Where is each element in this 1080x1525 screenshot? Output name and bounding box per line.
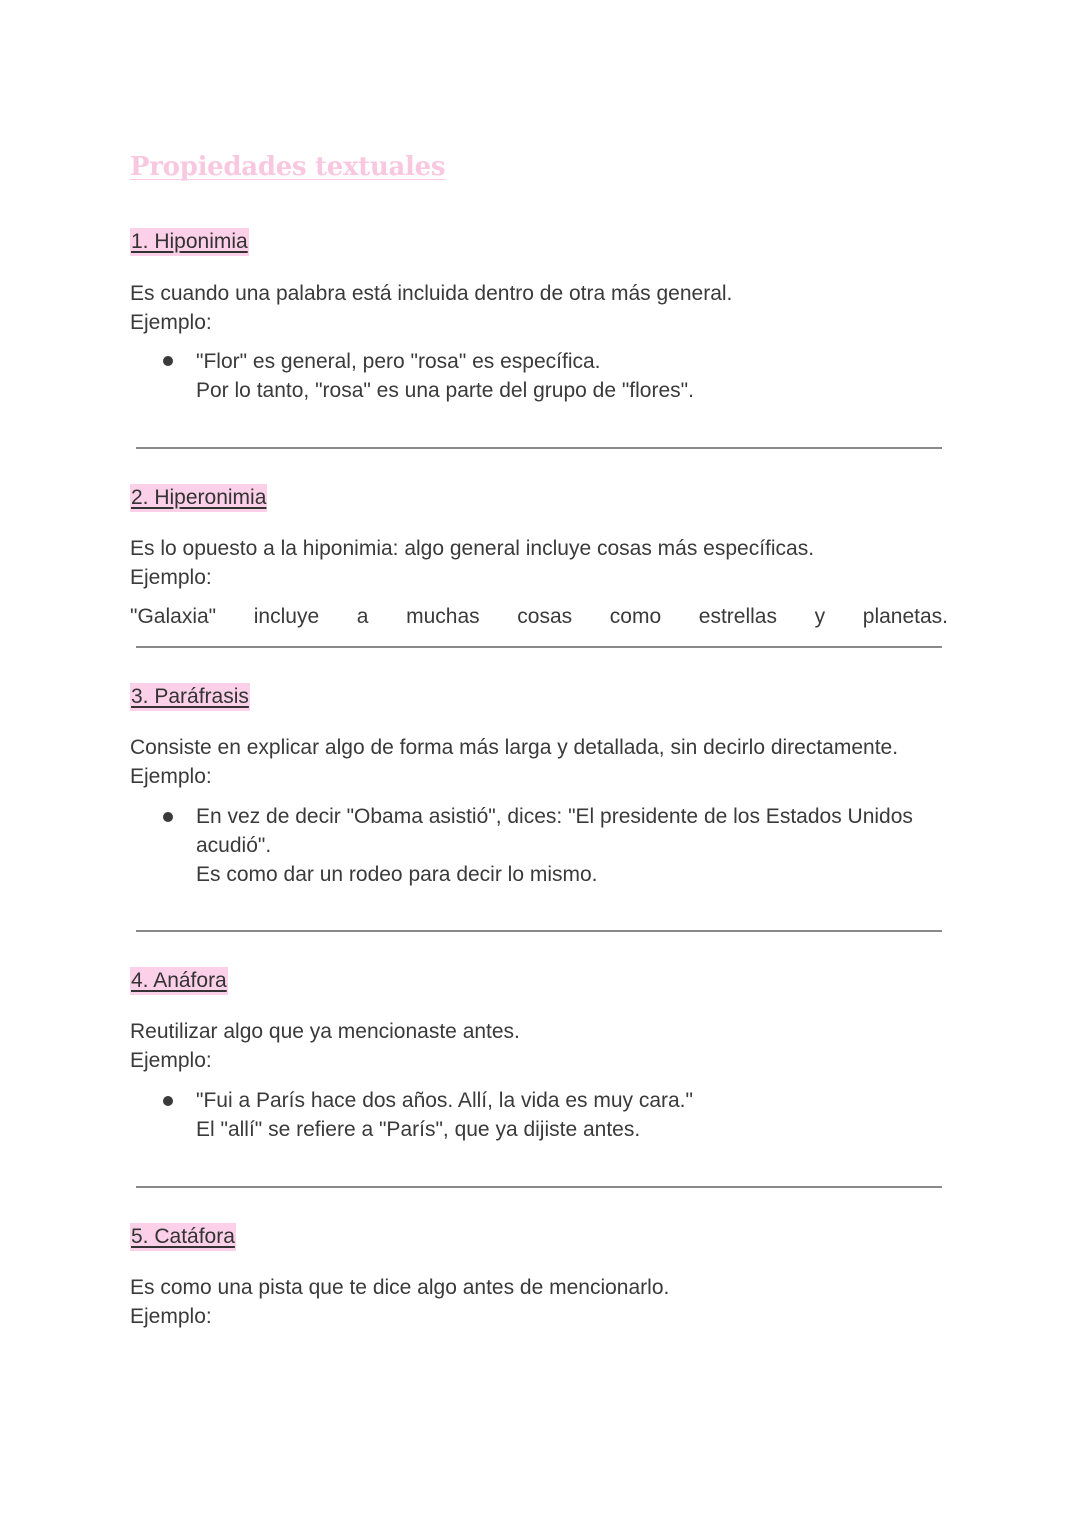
example-line: Por lo tanto, "rosa" es una parte del grupo de "flores". — [196, 379, 694, 402]
example-word: incluye — [253, 605, 320, 628]
example-line: acudió". — [196, 834, 272, 857]
example-word: muchas — [406, 605, 480, 628]
horizontal-divider — [136, 930, 942, 932]
document-title: Propiedades textuales — [130, 152, 446, 182]
horizontal-divider — [136, 1186, 942, 1188]
example-word: estrellas — [698, 605, 777, 628]
section-heading-anafora: 4. Anáfora — [130, 967, 228, 995]
example-label: Ejemplo: — [130, 1305, 212, 1328]
horizontal-divider — [136, 646, 942, 648]
section-definition: Consiste en explicar algo de forma más larga y detallada, sin decirlo directamente. — [130, 736, 899, 759]
horizontal-divider — [136, 447, 942, 449]
example-label: Ejemplo: — [130, 566, 212, 589]
example-label: Ejemplo: — [130, 1049, 212, 1072]
bullet-icon — [163, 812, 173, 822]
example-word: "Galaxia" — [130, 605, 217, 628]
example-word: a — [356, 605, 369, 628]
section-heading-parafrasis: 3. Paráfrasis — [130, 683, 250, 711]
example-word: y — [814, 605, 826, 628]
bullet-icon — [163, 1096, 173, 1106]
section-definition: Es lo opuesto a la hiponimia: algo general incluye cosas más específicas. — [130, 537, 815, 560]
justified-example-line — [130, 602, 948, 631]
section-definition: Es cuando una palabra está incluida dentro de otra más general. — [130, 282, 733, 305]
example-word: cosas — [517, 605, 573, 628]
example-line: Es como dar un rodeo para decir lo mismo. — [196, 863, 598, 886]
example-word: planetas. — [862, 605, 948, 628]
section-heading-hiperonimia: 2. Hiperonimia — [130, 484, 267, 512]
section-heading-catafora: 5. Catáfora — [130, 1223, 236, 1251]
section-heading-hiponimia: 1. Hiponimia — [130, 228, 249, 256]
example-line: "Fui a París hace dos años. Allí, la vida es muy cara." — [196, 1089, 693, 1112]
example-label: Ejemplo: — [130, 311, 212, 334]
example-label: Ejemplo: — [130, 765, 212, 788]
example-line: En vez de decir "Obama asistió", dices: "El presidente de los Estados Unidos — [196, 805, 913, 828]
example-line: El "allí" se refiere a "París", que ya dijiste antes. — [196, 1118, 641, 1141]
section-definition: Reutilizar algo que ya mencionaste antes. — [130, 1020, 520, 1043]
section-definition: Es como una pista que te dice algo antes de mencionarlo. — [130, 1276, 670, 1299]
bullet-icon — [163, 356, 173, 366]
example-line: "Flor" es general, pero "rosa" es específica. — [196, 350, 601, 373]
example-word: como — [609, 605, 662, 628]
